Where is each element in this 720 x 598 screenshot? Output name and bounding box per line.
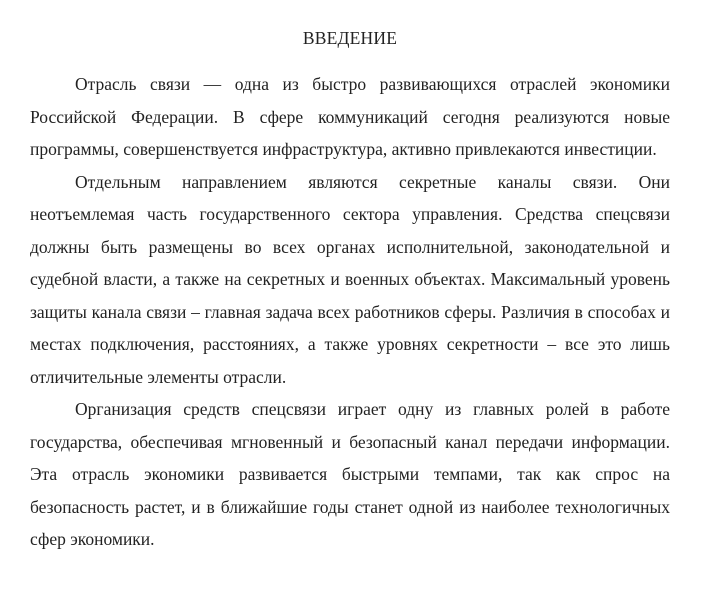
- paragraph-2: Отдельным направлением являются секретные каналы связи. Они неотъемлемая часть государственного сектора управления. Средства спецсвязи должны быть размещены во всех органах исполнительной, законодательной и судебной власти, а также на секретных и военных объектах. Максимальный уровень защиты канала связи – главная задача всех работников сферы. Различия в способах и местах подключения, расстояниях, а также уровнях секретности – все это лишь отличительные элементы отрасли.: [30, 171, 670, 387]
- document-page: [30, 0, 670, 556]
- paragraph-3: Организация средств спецсвязи играет одну из главных ролей в работе государства, обеспечивая мгновенный и безопасный канал передачи информации. Эта отрасль экономики развивается быстрыми темпами, так как спрос на безопасность растет, и в ближайшие годы станет одной из наиболее технологичных сфер экономики.: [30, 399, 670, 549]
- paragraph-1: Отрасль связи — одна из быстро развивающихся отраслей экономики Российской Федерации. В сфере коммуникаций сегодня реализуются новые программы, совершенствуется инфраструктура, активно привлекаются инвестиции.: [30, 74, 670, 159]
- page-title: ВВЕДЕНИЕ: [302, 28, 398, 48]
